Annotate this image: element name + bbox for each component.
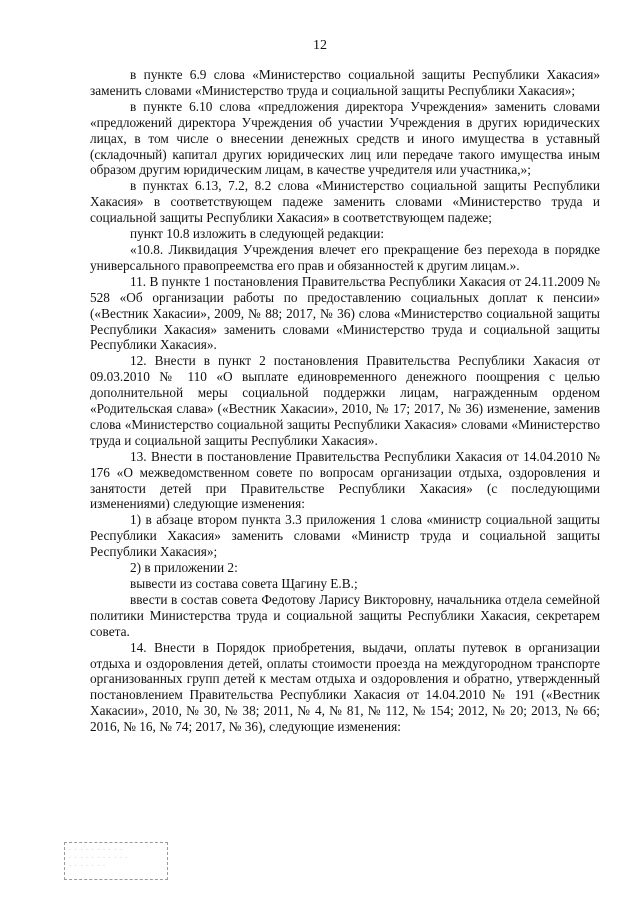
registration-stamp xyxy=(64,842,168,880)
stamp-line: · · · · · · · xyxy=(69,863,106,869)
stamp-line: · · · · · · · · · · · xyxy=(69,855,129,861)
document-body xyxy=(90,67,600,735)
paragraph: в пункте 6.9 слова «Министерство социальной защиты Республики Хакасия» заменить словами «Министерство труда и социальной защиты Республики Хакасия»; xyxy=(90,67,600,98)
paragraph: «10.8. Ликвидация Учреждения влечет его прекращение без перехода в порядке универсального правопреемства его прав и обязанностей к другим лицам.». xyxy=(90,241,600,273)
stamp-line: · · · · · · · · · · xyxy=(69,847,123,853)
page-number: 12 xyxy=(313,38,327,53)
paragraph: 12. Внести в пункт 2 постановления Правительства Республики Хакасия от 09.03.2010 № 110 «О выплате единовременного денежного поощрения с целью дополнительной меры социальной поддержки лицам, награжденным орденом «Родительская слава» («Вестник Хакасии», 2010, № 17; 2017, № 36) изменение, заменив слова «Министерство социальной защиты Республики Хакасия» словами «Министерство труда и социальной защиты Республики Хакасия». xyxy=(90,353,600,448)
paragraph: в пунктах 6.13, 7.2, 8.2 слова «Министерство социальной защиты Республики Хакасия» в соответствующем падеже заменить словами «Министерство труда и социальной защиты Республики Хакасия» в соответствующем падеже; xyxy=(90,178,600,226)
paragraph: ввести в состав совета Федотову Ларису Викторовну, начальника отдела семейной политики Министерства труда и социальной защиты Республики Хакасия, секретарем совета. xyxy=(90,591,600,639)
paragraph: в пункте 6.10 слова «предложения директора Учреждения» заменить словами «предложений директора Учреждения об участии Учреждения в других юридических лицах, в том числе о внесении денежных средств и иного имущества в уставный (складочный) капитал других юридических лиц или передаче такого имущества иным образом другим юридическим лицам, в качестве учредителя или участника,»; xyxy=(90,98,600,178)
paragraph: пункт 10.8 изложить в следующей редакции: xyxy=(130,226,385,242)
paragraph: 11. В пункте 1 постановления Правительства Республики Хакасия от 24.11.2009 № 528 «Об организации работы по предоставлению социальных доплат к пенсии» («Вестник Хакасии», 2009, № 88; 2017, № 36) слова «Министерство социальной защиты Республики Хакасия» заменить словами «Министерство труда и социальной защиты Республики Хакасия». xyxy=(90,273,600,353)
paragraph: 13. Внести в постановление Правительства Республики Хакасия от 14.04.2010 № 176 «О межведомственном совете по вопросам организации отдыха, оздоровления и занятости детей при Правительстве Республики Хакасия» (с последующими изменениями) следующие изменения: xyxy=(90,448,600,512)
paragraph: вывести из состава совета Щагину Е.В.; xyxy=(130,576,358,591)
paragraph: 14. Внести в Порядок приобретения, выдачи, оплаты путевок в организации отдыха и оздоровления детей, оплаты стоимости проезда на междугородном транспорте организованных групп детей к местам отдыха и оздоровления и обратно, утвержденный постановлением Правительства Республики Хакасия от 14.04.2010 № 191 («Вестник Хакасии», 2010, № 30, № 38; 2011, № 4, № 81, № 112, № 154; 2012, № 20; 2013, № 66; 2016, № 16, № 74; 2017, № 36), следующие изменения: xyxy=(90,639,600,735)
paragraph: 1) в абзаце втором пункта 3.3 приложения 1 слова «министр социальной защиты Республики Хакасия» заменить словами «Министр труда и социальной защиты Республики Хакасия»; xyxy=(90,512,600,560)
paragraph: 2) в приложении 2: xyxy=(130,560,238,576)
